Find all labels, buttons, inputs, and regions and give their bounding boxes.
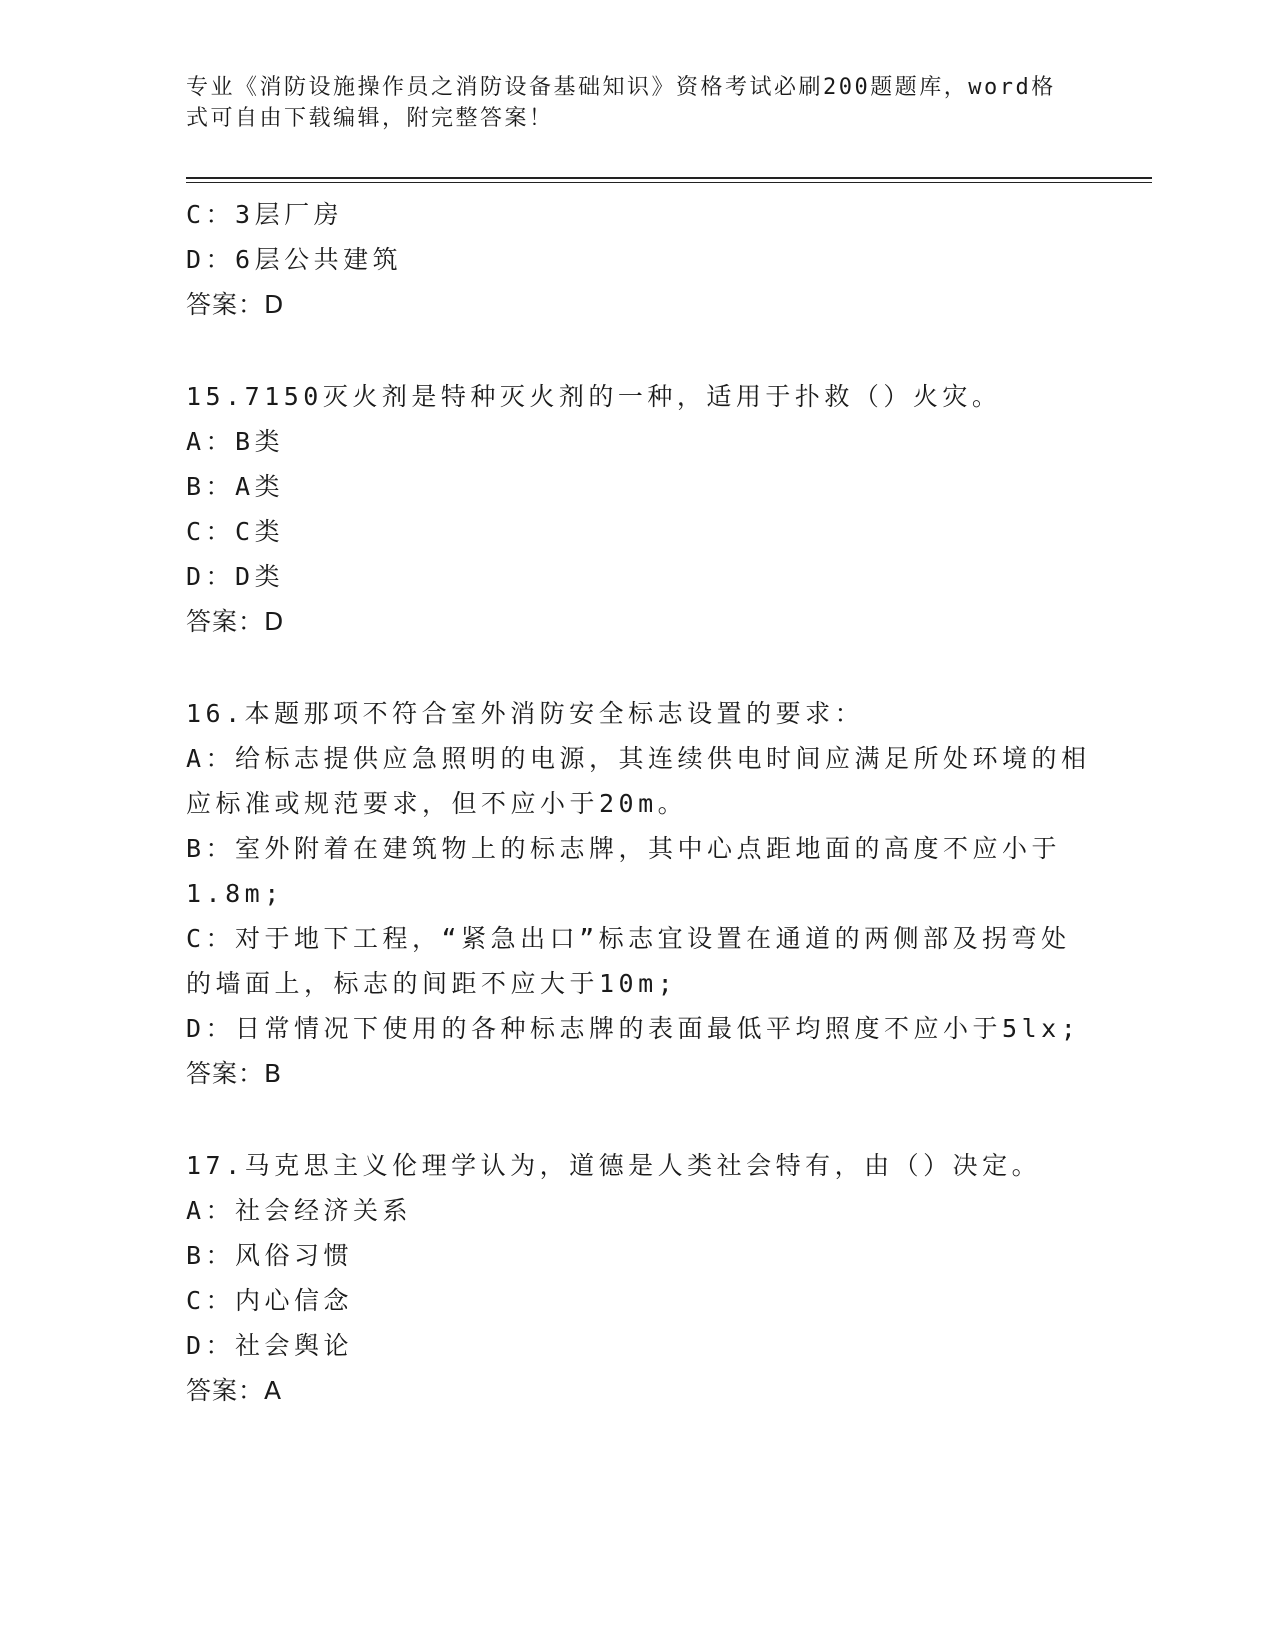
header-divider-thick	[186, 177, 1152, 179]
option-d: D：6层公共建筑	[186, 245, 403, 274]
option-a: A：B类	[186, 427, 285, 456]
question-text: 16.本题那项不符合室外消防安全标志设置的要求：	[186, 699, 865, 728]
option-a: A：社会经济关系	[186, 1196, 413, 1225]
option-b-line-1: B：室外附着在建筑物上的标志牌，其中心点距地面的高度不应小于	[186, 834, 1062, 863]
question-15	[186, 374, 1086, 644]
option-c-line-1: C：对于地下工程，“紧急出口”标志宜设置在通道的两侧部及拐弯处	[186, 924, 1071, 953]
answer: 答案：D	[186, 607, 285, 636]
option-c-line-2: 的墙面上，标志的间距不应大于10m;	[186, 969, 678, 998]
spacer	[186, 327, 1086, 374]
spacer	[186, 644, 1086, 691]
question-16	[186, 691, 1091, 1096]
option-b: B：A类	[186, 472, 285, 501]
question-17	[186, 1143, 1086, 1413]
question-list	[186, 192, 1091, 1413]
question-text: 15.7150灭火剂是特种灭火剂的一种，适用于扑救（）火灾。	[186, 382, 1002, 411]
question-14-tail	[186, 192, 1086, 327]
header-line-1: 专业《消防设施操作员之消防设备基础知识》资格考试必刷200题题库，word格	[186, 75, 1056, 100]
question-text: 17.马克思主义伦理学认为，道德是人类社会特有，由（）决定。	[186, 1151, 1042, 1180]
answer: 答案：D	[186, 290, 285, 319]
option-a-line-1: A：给标志提供应急照明的电源，其连续供电时间应满足所处环境的相	[186, 744, 1091, 773]
option-c: C：3层厂房	[186, 200, 344, 229]
option-b: B：风俗习惯	[186, 1241, 354, 1270]
option-d: D：D类	[186, 562, 285, 591]
answer: 答案：B	[186, 1059, 283, 1088]
option-d: D：日常情况下使用的各种标志牌的表面最低平均照度不应小于5lx;	[186, 1014, 1081, 1043]
document-header	[186, 72, 1066, 134]
header-line-2: 式可自由下载编辑，附完整答案！	[186, 106, 554, 131]
spacer	[186, 1096, 1086, 1143]
header-divider-thin	[186, 182, 1152, 183]
option-a-line-2: 应标准或规范要求，但不应小于20m。	[186, 789, 688, 818]
option-c: C：C类	[186, 517, 285, 546]
option-d: D：社会舆论	[186, 1331, 354, 1360]
option-c: C：内心信念	[186, 1286, 354, 1315]
answer: 答案：A	[186, 1376, 283, 1405]
option-b-line-2: 1.8m;	[186, 879, 284, 908]
